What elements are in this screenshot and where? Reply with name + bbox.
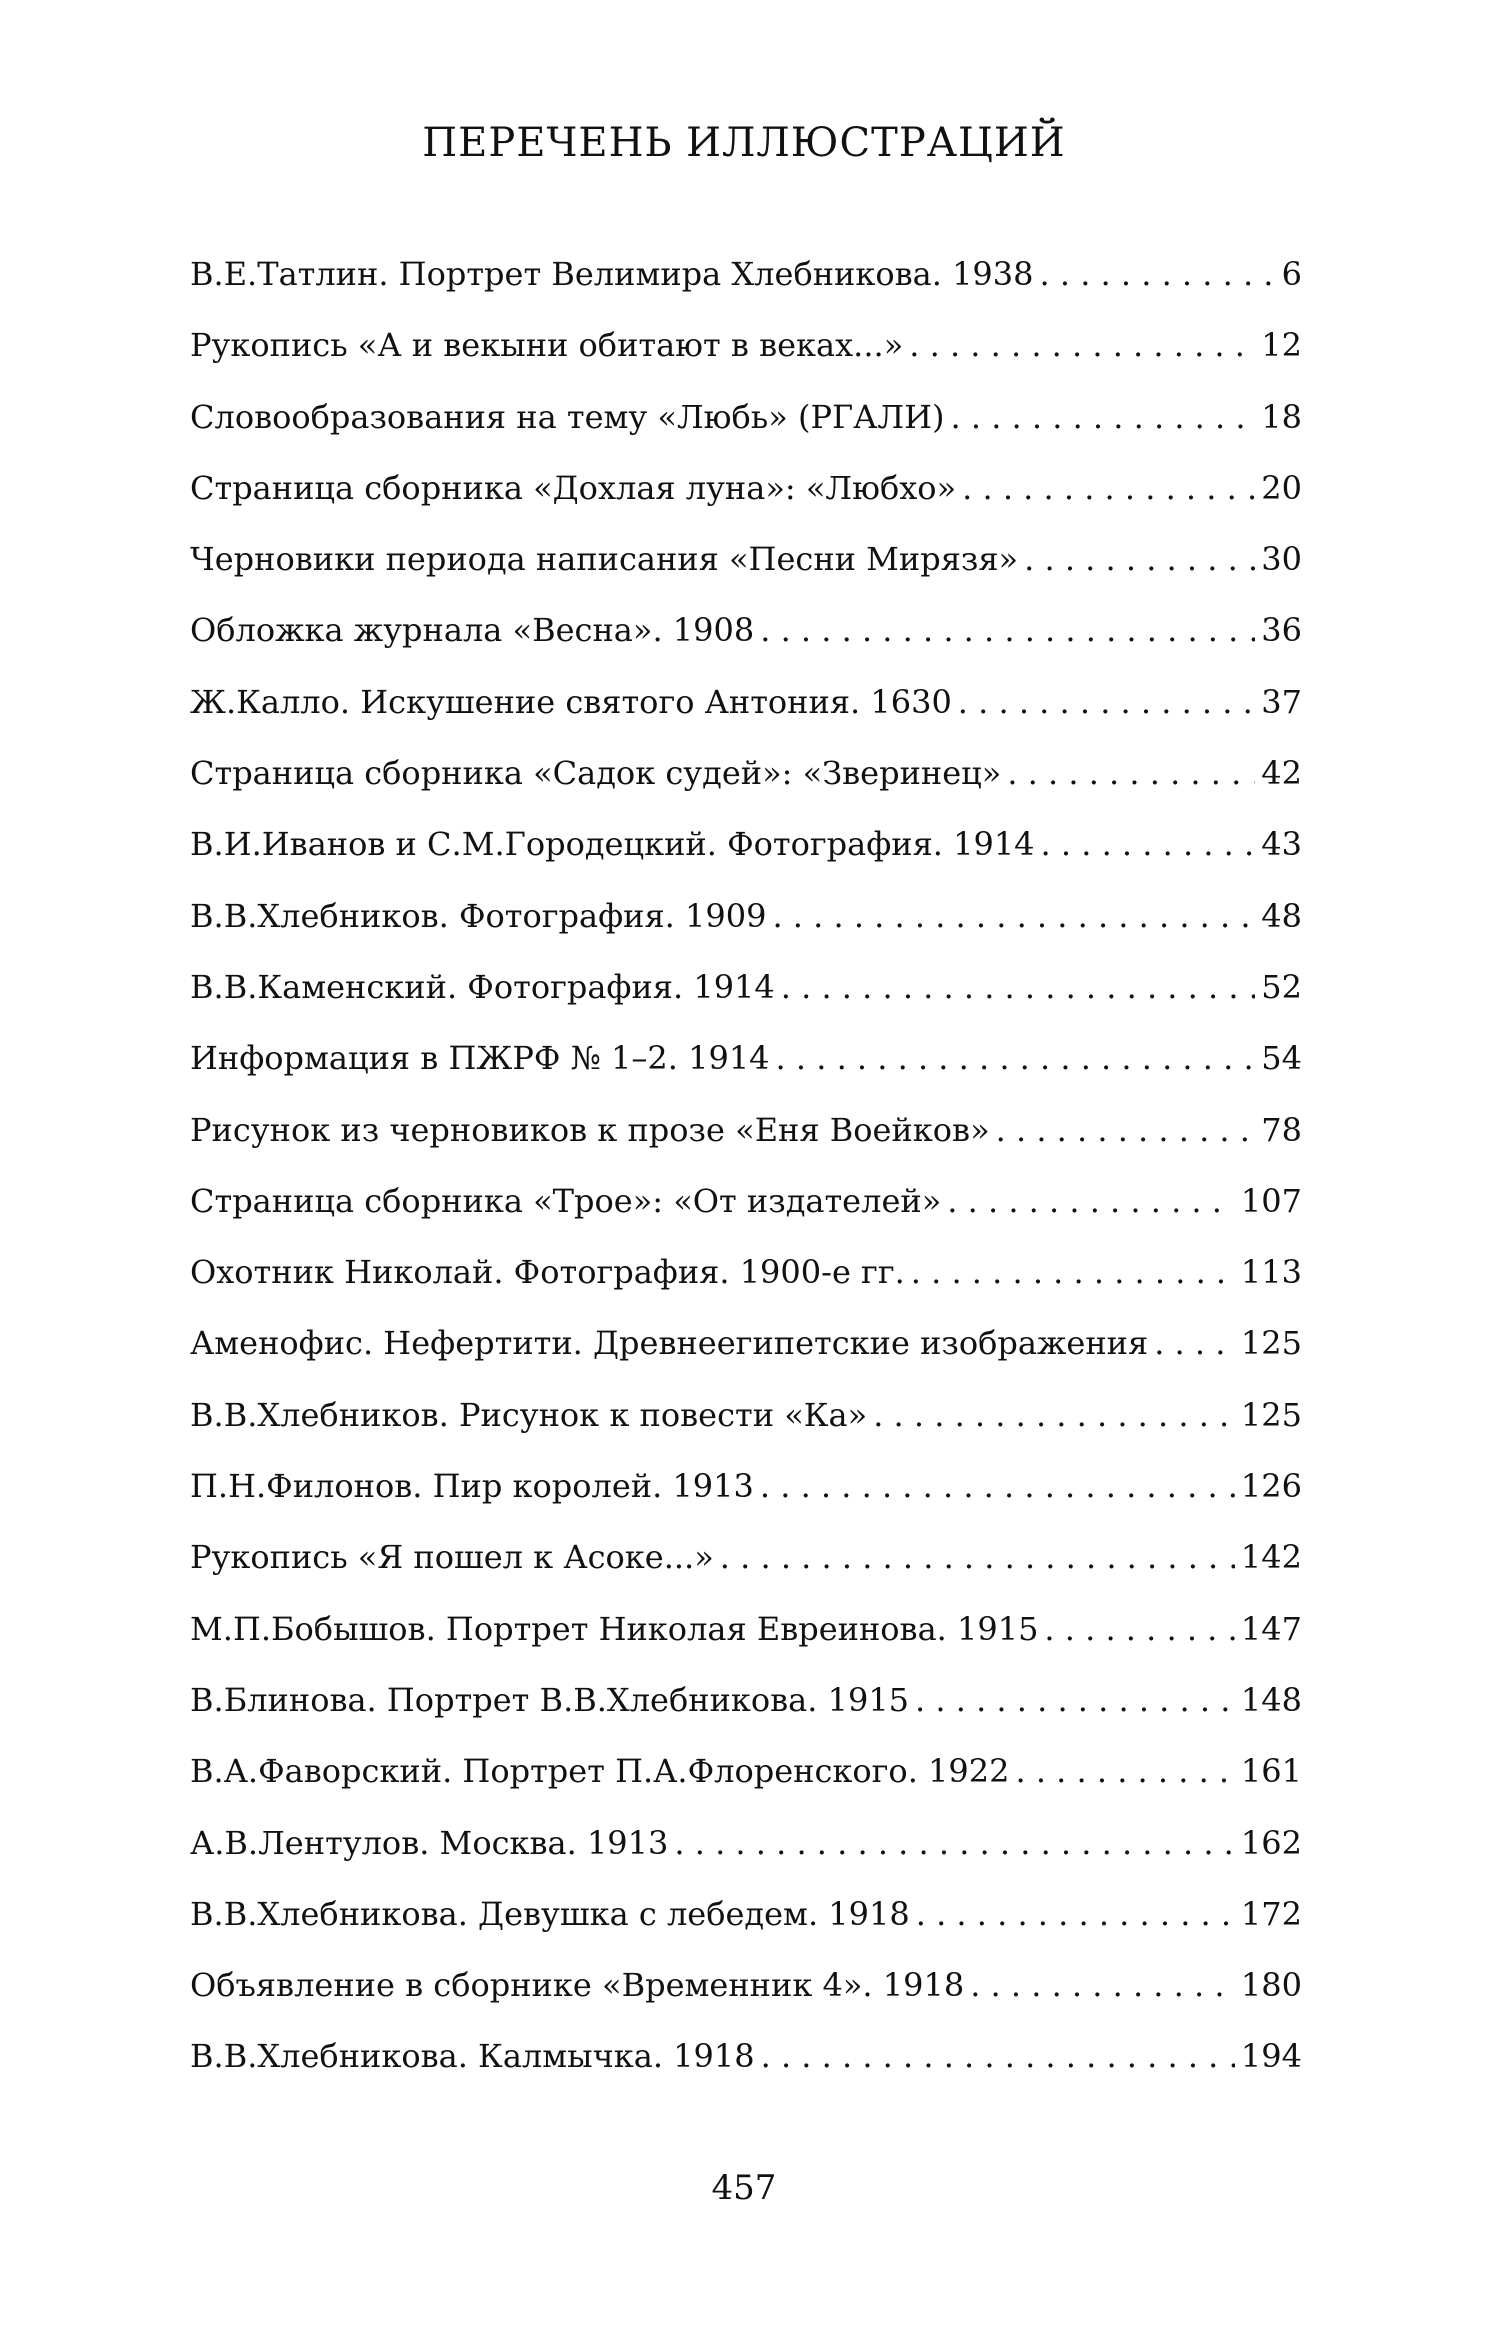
toc-entry-title: Информация в ПЖРФ № 1–2. 1914 [190,1039,770,1078]
dot-leader [674,1821,1235,1865]
toc-entry [190,323,1302,394]
toc-entry [190,822,1302,893]
dot-leader [772,894,1255,938]
toc-entry-title: Ж.Калло. Искушение святого Антония. 1630 [190,682,952,721]
dot-leader [911,1250,1235,1294]
toc-entry [190,680,1302,751]
toc-entry [190,965,1302,1036]
toc-entry-page: 52 [1261,967,1302,1006]
toc-entry [190,1607,1302,1678]
dot-leader [1024,537,1255,581]
toc-entry-title: В.В.Хлебникова. Девушка с лебедем. 1918 [190,1894,910,1933]
dot-leader [962,466,1255,510]
toc-entry-page: 78 [1261,1110,1302,1149]
toc-entry [190,894,1302,965]
dot-leader [1015,1749,1234,1793]
toc-entry-title: В.И.Иванов и С.М.Городецкий. Фотография. 1914 [190,825,1035,864]
toc-entry-page: 12 [1261,326,1302,365]
dot-leader [720,1535,1235,1579]
toc-entry [190,252,1302,323]
toc-entry [190,1250,1302,1321]
dot-leader [1040,252,1276,296]
toc-entry-page: 142 [1240,1538,1302,1577]
toc-entry-page: 107 [1240,1181,1302,1220]
toc-entry [190,1321,1302,1392]
dot-leader [1154,1321,1235,1365]
toc-entry [190,1535,1302,1606]
toc-entry-page: 125 [1240,1324,1302,1363]
toc-entry-title: Словообразования на тему «Любь» (РГАЛИ) [190,397,945,436]
dot-leader [1007,751,1255,795]
toc-entry [190,1179,1302,1250]
dot-leader [1041,822,1256,866]
toc-entry [190,466,1302,537]
dot-leader [873,1393,1235,1437]
dot-leader [781,965,1256,1009]
dot-leader [760,608,1255,652]
toc-entry-page: 36 [1261,611,1302,650]
toc-entry-title: В.Блинова. Портрет В.В.Хлебникова. 1915 [190,1680,910,1719]
toc-entry-page: 6 [1281,255,1302,293]
toc-entry-page: 147 [1240,1609,1302,1648]
toc-entry [190,2034,1302,2105]
toc-entry-title: Рукопись «Я пошел к Асоке...» [190,1538,714,1577]
toc-entry [190,395,1302,466]
toc-entry [190,1108,1302,1179]
toc-entry-page: 148 [1240,1680,1302,1719]
toc-entry [190,1749,1302,1820]
toc-entry-page: 20 [1261,468,1302,507]
toc-entry [190,751,1302,822]
toc-entry-title: Аменофис. Нефертити. Древнеегипетские изображения [190,1324,1149,1363]
toc-entry-page: 162 [1240,1823,1302,1862]
dot-leader [760,1464,1235,1508]
toc-entry [190,1821,1302,1892]
toc-entry-title: В.В.Хлебников. Фотография. 1909 [190,896,767,935]
toc-entry [190,1963,1302,2034]
toc-entry-page: 125 [1240,1395,1302,1434]
dot-leader [915,1678,1235,1722]
toc-entry [190,1892,1302,1963]
toc-entry [190,537,1302,608]
toc-entry-page: 37 [1261,682,1302,721]
illustrations-list [190,252,1302,2106]
toc-entry-title: В.Е.Татлин. Портрет Велимира Хлебникова. 1938 [190,255,1034,293]
toc-entry-title: Охотник Николай. Фотография. 1900-е гг. [190,1253,905,1292]
dot-leader [947,1179,1235,1223]
toc-entry-page: 30 [1261,540,1302,579]
dot-leader [909,323,1255,367]
toc-entry-title: М.П.Бобышов. Портрет Николая Евреинова. 1915 [190,1609,1039,1648]
toc-entry-title: В.В.Каменский. Фотография. 1914 [190,967,775,1006]
dot-leader [1044,1607,1235,1651]
toc-entry-page: 180 [1240,1966,1302,2005]
dot-leader [996,1108,1256,1152]
toc-entry-title: П.Н.Филонов. Пир королей. 1913 [190,1467,754,1506]
dot-leader [958,680,1255,724]
dot-leader [951,395,1256,439]
dot-leader [776,1036,1256,1080]
page-title: ПЕРЕЧЕНЬ ИЛЛЮСТРАЦИЙ [422,120,1066,166]
dot-leader [970,1963,1235,2007]
toc-entry [190,1036,1302,1107]
toc-entry [190,1678,1302,1749]
toc-entry-title: В.В.Хлебникова. Калмычка. 1918 [190,2037,755,2076]
toc-entry-page: 54 [1261,1039,1302,1078]
toc-entry [190,608,1302,679]
toc-entry-page: 113 [1240,1253,1302,1292]
toc-entry-title: Рисунок из черновиков к прозе «Еня Воейков» [190,1110,990,1149]
toc-entry-title: Обложка журнала «Весна». 1908 [190,611,755,650]
toc-entry-title: В.В.Хлебников. Рисунок к повести «Ка» [190,1395,868,1434]
toc-entry-title: Страница сборника «Дохлая луна»: «Любхо» [190,468,957,507]
toc-entry-title: Черновики периода написания «Песни Мирязя» [190,540,1019,579]
dot-leader [761,2034,1235,2078]
toc-entry-page: 172 [1240,1894,1302,1933]
toc-entry-page: 126 [1240,1467,1302,1506]
toc-entry [190,1464,1302,1535]
toc-entry-title: Объявление в сборнике «Временник 4». 1918 [190,1966,965,2005]
toc-entry-page: 43 [1261,825,1302,864]
toc-entry-title: В.А.Фаворский. Портрет П.А.Флоренского. 1922 [190,1752,1010,1791]
dot-leader [916,1892,1235,1936]
toc-entry-page: 161 [1240,1752,1302,1791]
toc-entry-title: Страница сборника «Трое»: «От издателей» [190,1181,942,1220]
toc-entry [190,1393,1302,1464]
toc-entry-page: 18 [1261,397,1302,436]
toc-entry-title: Страница сборника «Садок судей»: «Зверинец» [190,754,1002,793]
page-number: 457 [711,2168,777,2208]
toc-entry-title: А.В.Лентулов. Москва. 1913 [190,1823,669,1862]
toc-entry-page: 48 [1261,896,1302,935]
toc-entry-page: 194 [1240,2037,1302,2076]
toc-entry-title: Рукопись «А и векыни обитают в веках...» [190,326,904,365]
toc-entry-page: 42 [1261,754,1302,793]
